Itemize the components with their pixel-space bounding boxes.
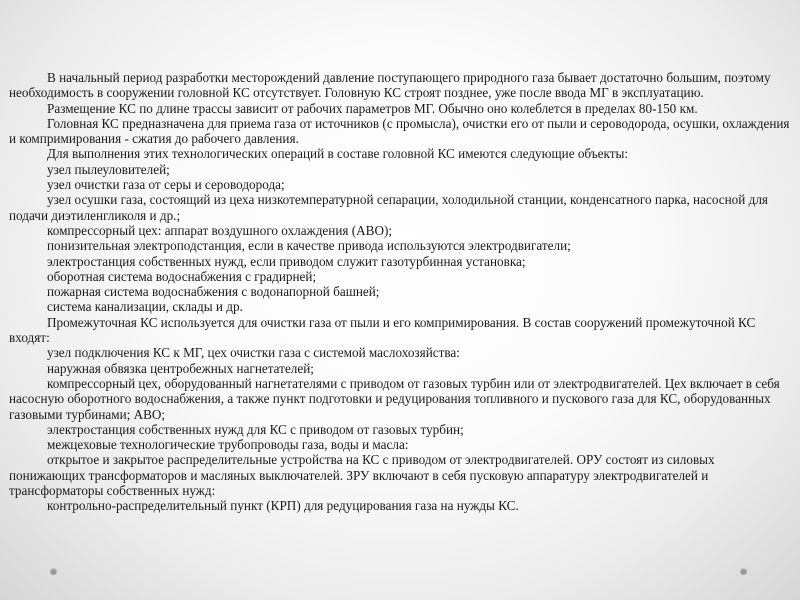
list-item: контрольно-распределительный пункт (КРП) для редуцирования газа на нужды КС. (47, 498, 519, 514)
list-item: узел подключения КС к МГ, цех очистки газа с системой маслохозяйства: (47, 345, 460, 361)
list-item: узел пылеуловителей; (47, 161, 170, 177)
paragraph: Размещение КС по длине трассы зависит от рабочих параметров МГ. Обычно оно колеблется в пределах 80-150 км. (47, 100, 698, 116)
list-item: электростанция собственных нужд, если приводом служит газотурбинная установка; (47, 253, 526, 269)
decorative-dot-left (50, 568, 57, 575)
paragraph: Для выполнения этих технологических операций в составе головной КС имеются следующие объекты: (47, 146, 629, 162)
list-item: оборотная система водоснабжения с градирней; (47, 268, 317, 284)
paragraph: В начальный период разработки месторождений давление поступающего природного газа бывает достаточно большим, поэтому необходимость в сооружении головной КС отсутствует. Головную КС строят позднее, уже после ввода МГ в эксплуатацию. (9, 70, 771, 101)
list-item: наружная обвязка центробежных нагнетателей; (47, 360, 314, 376)
decorative-dot-right (740, 568, 747, 575)
list-item: узел очистки газа от серы и сероводорода; (47, 177, 285, 193)
list-item: узел осушки газа, состоящий из цеха низкотемпературной сепарации, холодильной станции, конденсатного парка, насосной для подачи диэтиленгликоля и др.; (9, 192, 768, 223)
paragraph: Промежуточная КС используется для очистки газа от пыли и его компримирования. В состав сооружений промежуточной КС входят: (9, 314, 756, 346)
list-item: компрессорный цех: аппарат воздушного охлаждения (АВО); (47, 222, 393, 238)
slide-body-text (9, 70, 794, 514)
list-item: открытое и закрытое распределительные устройства на КС с приводом от электродвигателей. ОРУ состоят из силовых понижающих трансформаторов и масляных выключателей. ЗРУ включают в себя пусковую аппаратуру электродвигателей и трансформаторы собственных нужд: (9, 452, 715, 499)
list-item: система канализации, склады и др. (47, 299, 243, 315)
list-item: электростанция собственных нужд для КС с приводом от газовых турбин; (47, 421, 464, 437)
list-item: понизительная электроподстанция, если в качестве привода используются электродвигатели; (47, 238, 571, 254)
list-item: межцеховые технологические трубопроводы газа, воды и масла: (47, 437, 409, 453)
list-item: пожарная система водоснабжения с водонапорной башней; (47, 284, 380, 300)
list-item: компрессорный цех, оборудованный нагнетателями с приводом от газовых турбин или от электродвигателей. Цех включает в себя насосную оборотного водоснабжения, а также пункт подготовки и редуцирования топливного и пускового газа для КС, оборудованных газовыми турбинами; АВО; (9, 375, 780, 422)
paragraph: Головная КС предназначена для приема газа от источников (с промысла), очистки его от пыли и сероводорода, осушки, охлаждения и компримирования - сжатия до рабочего давления. (9, 115, 790, 147)
